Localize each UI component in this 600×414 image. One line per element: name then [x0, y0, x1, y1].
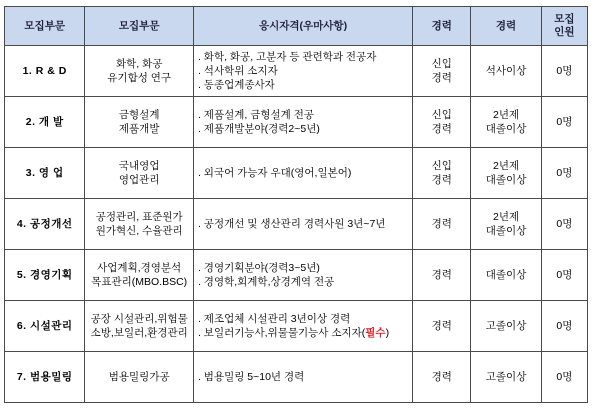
cell-department: 2. 개 발 — [5, 97, 85, 148]
cell-experience — [413, 46, 471, 97]
cell-education — [471, 301, 541, 352]
cell-duty — [85, 97, 194, 148]
cell-experience-line: 경력 — [431, 174, 452, 186]
cell-qualification-line: . 제조업체 시설관리 3년이상 경력 — [198, 312, 408, 326]
cell-count: 0명 — [541, 97, 587, 148]
cell-education — [471, 148, 541, 199]
cell-experience-line: 경력 — [431, 123, 452, 135]
header-row — [5, 7, 588, 46]
cell-experience-line: 신입 — [431, 108, 452, 121]
cell-qualification — [193, 46, 412, 97]
cell-duty-line: 화학, 화공 — [115, 57, 163, 70]
cell-qualification-line: . 경영기획분야(경력3~5년) — [198, 261, 408, 275]
cell-education-line: 대졸이상 — [485, 268, 527, 281]
cell-experience-line: 신입 — [431, 159, 452, 172]
cell-experience-line: 경력 — [431, 217, 452, 230]
header-cell-qualification: 응시자격(우마사항) — [193, 7, 412, 46]
cell-department: 5. 경영기획 — [5, 250, 85, 301]
cell-duty — [85, 148, 194, 199]
cell-duty-line: 공정관리, 표준원가 — [95, 210, 183, 223]
cell-duty-line: 목표관리(MBO.BSC) — [91, 276, 188, 288]
recruitment-table — [4, 6, 588, 403]
cell-count: 0명 — [541, 352, 587, 403]
cell-duty-line: 국내영업 — [118, 159, 160, 172]
cell-qualification-line: . 보일러기능사,위물물기능사 소지자(필수) — [198, 326, 408, 340]
cell-education-line: 대졸이상 — [485, 123, 527, 135]
cell-qualification-line: . 제품개발분야(경력2~5년) — [198, 122, 408, 136]
cell-experience — [413, 301, 471, 352]
cell-education-line: 대졸이상 — [485, 174, 527, 186]
cell-education — [471, 199, 541, 250]
cell-duty-line: 금형설계 — [118, 108, 160, 121]
cell-qualification — [193, 148, 412, 199]
cell-duty — [85, 250, 194, 301]
cell-duty-line: 제품개발 — [118, 123, 160, 135]
cell-qualification — [193, 301, 412, 352]
cell-count: 0명 — [541, 148, 587, 199]
cell-education-line: 석사이상 — [485, 64, 527, 77]
cell-department: 1. R & D — [5, 46, 85, 97]
cell-education-line: 고졸이상 — [485, 319, 527, 332]
table-body — [5, 46, 588, 403]
cell-count: 0명 — [541, 301, 587, 352]
cell-education-line: 2년제 — [492, 210, 520, 223]
cell-experience — [413, 148, 471, 199]
cell-duty-line: 소방,보일러,환경관리 — [90, 327, 188, 339]
cell-education-line: 2년제 — [492, 159, 520, 172]
required-highlight: 필수 — [365, 327, 386, 339]
cell-duty — [85, 301, 194, 352]
cell-experience-line: 경력 — [431, 72, 452, 84]
cell-department: 3. 영 업 — [5, 148, 85, 199]
cell-count: 0명 — [541, 250, 587, 301]
table-row — [5, 97, 588, 148]
header-count-line1: 모집 — [554, 12, 575, 25]
table-row — [5, 148, 588, 199]
cell-count: 0명 — [541, 199, 587, 250]
table-row — [5, 301, 588, 352]
table-header — [5, 7, 588, 46]
table-row — [5, 250, 588, 301]
cell-qualification — [193, 199, 412, 250]
cell-department: 7. 범용밀링 — [5, 352, 85, 403]
cell-experience — [413, 97, 471, 148]
cell-qualification-line: . 제품설계, 금형설계 전공 — [198, 108, 408, 122]
cell-duty-line: 영업관리 — [118, 174, 160, 186]
cell-education — [471, 46, 541, 97]
cell-education-line: 고졸이상 — [485, 370, 527, 383]
cell-department: 6. 시설관리 — [5, 301, 85, 352]
header-cell-experience: 경력 — [413, 7, 471, 46]
cell-qualification-line: . 범용밀링 5~10년 경력 — [198, 370, 408, 384]
cell-count: 0명 — [541, 46, 587, 97]
cell-experience — [413, 250, 471, 301]
cell-duty-line: 범용밀링가공 — [108, 370, 170, 383]
cell-department: 4. 공정개선 — [5, 199, 85, 250]
cell-qualification-line: . 동종업계종사자 — [198, 78, 408, 92]
cell-qualification-line: . 석사학위 소지자 — [198, 64, 408, 78]
cell-duty-line: 공장 시설관리,위험물 — [90, 312, 188, 325]
cell-education — [471, 352, 541, 403]
cell-qualification — [193, 97, 412, 148]
cell-duty-line: 원가혁신, 수율관리 — [95, 225, 183, 237]
table-row — [5, 199, 588, 250]
cell-qualification-line: . 경영학,회계학,상경계역 전공 — [198, 275, 408, 289]
cell-education — [471, 250, 541, 301]
cell-qualification-line: . 공정개선 및 생산관리 경력사원 3년~7년 — [198, 217, 408, 231]
header-cell-duty: 모집부문 — [85, 7, 194, 46]
cell-experience-line: 경력 — [431, 319, 452, 332]
cell-experience-line: 경력 — [431, 370, 452, 383]
cell-experience — [413, 199, 471, 250]
cell-education-line: 대졸이상 — [485, 225, 527, 237]
table-row — [5, 46, 588, 97]
table-row — [5, 352, 588, 403]
header-cell-education: 경력 — [471, 7, 541, 46]
cell-experience-line: 신입 — [431, 57, 452, 70]
cell-duty — [85, 46, 194, 97]
cell-duty-line: 유기합성 연구 — [107, 72, 172, 84]
cell-experience — [413, 352, 471, 403]
cell-duty-line: 사업계획,경영분석 — [97, 261, 182, 274]
header-cell-count — [541, 7, 587, 46]
cell-qualification — [193, 352, 412, 403]
cell-education — [471, 97, 541, 148]
cell-duty — [85, 199, 194, 250]
cell-qualification — [193, 250, 412, 301]
cell-experience-line: 경력 — [431, 268, 452, 281]
header-cell-dept: 모집부문 — [5, 7, 85, 46]
header-count-line2: 인원 — [554, 26, 575, 38]
cell-education-line: 2년제 — [492, 108, 520, 121]
cell-qualification-line: . 외국어 가능자 우대(영어,일본어) — [198, 166, 408, 180]
cell-duty — [85, 352, 194, 403]
cell-qualification-line: . 화학, 화공, 고분자 등 관련학과 전공자 — [198, 50, 408, 64]
